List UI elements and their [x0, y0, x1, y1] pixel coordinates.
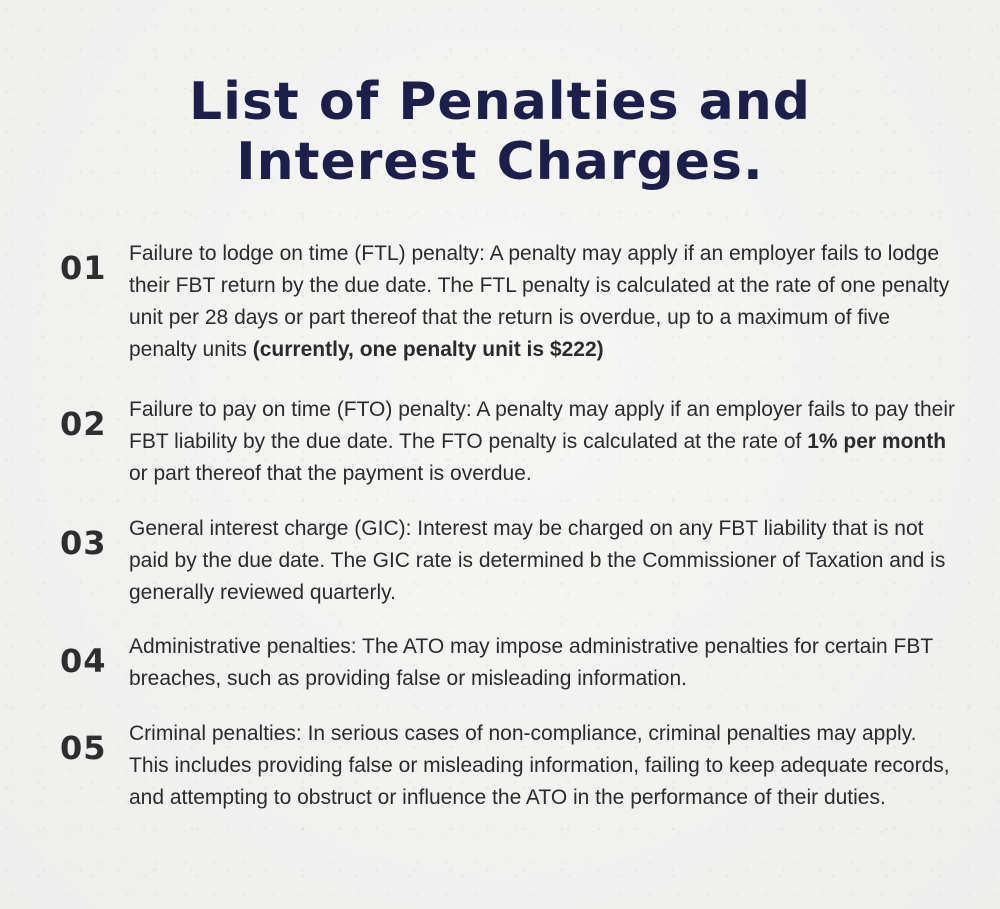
item-number: 02 — [60, 405, 107, 443]
item-text-body: Failure to lodge on time (FTL) penalty: A penalty may apply if an employer fails to lodge their FBT return by the due date. The FTL penalty is calculated at the rate of one penalty unit per 28 days or part thereof that the return is overdue, up to a maximum of five penalty units — [129, 242, 950, 361]
item-text: General interest charge (GIC): Interest may be charged on any FBT liability that is not paid by the due date. The GIC rate is determined b the Commissioner of Taxation and is generally reviewed quarterly. — [129, 517, 946, 604]
item-number: 04 — [60, 642, 107, 680]
item-number: 05 — [60, 729, 107, 767]
item-number: 01 — [60, 249, 107, 287]
item-text — [129, 394, 959, 490]
item-text-bold: 1% per month — [807, 430, 947, 453]
item-text-tail: or part thereof that the payment is overdue. — [129, 462, 532, 485]
item-text-bold: (currently, one penalty unit is $222) — [252, 338, 604, 361]
title-line-2: Interest Charges. — [236, 132, 764, 192]
item-text: Criminal penalties: In serious cases of non-compliance, criminal penalties may apply. This includes providing false or misleading information, failing to keep adequate records, and attempting to obstruct or influence the ATO in the performance of their duties. — [129, 722, 950, 809]
item-text: Administrative penalties: The ATO may impose administrative penalties for certain FBT breaches, such as providing false or misleading information. — [129, 635, 933, 690]
item-text — [129, 238, 959, 366]
title-line-1: List of Penalties and — [189, 72, 811, 132]
item-number: 03 — [60, 524, 107, 562]
item-text-body: Failure to pay on time (FTO) penalty: A penalty may apply if an employer fails to pay their FBT liability by the due date. The FTO penalty is calculated at the rate of — [129, 398, 956, 453]
